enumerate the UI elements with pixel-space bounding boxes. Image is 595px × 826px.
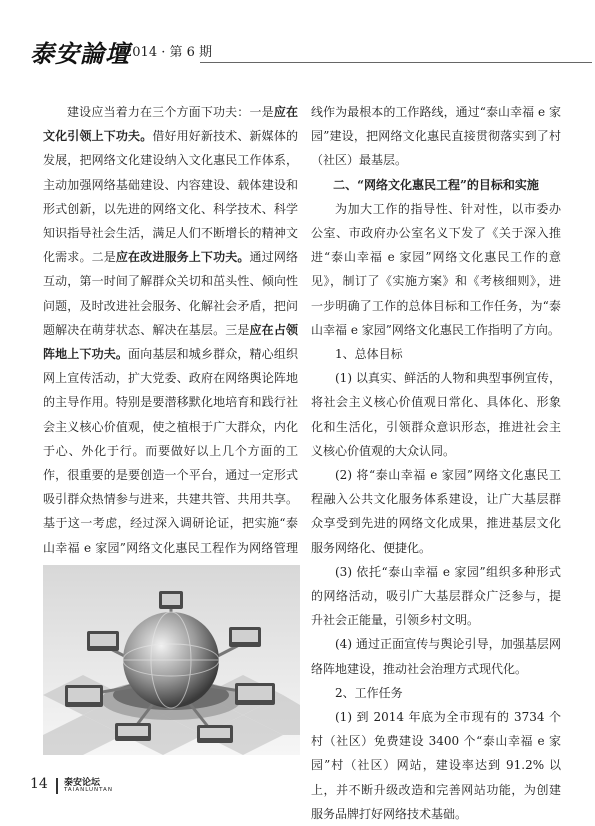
emphasis-run: 应在改进服务上下功夫。 [115, 250, 250, 265]
page-number: 14 [30, 776, 48, 792]
section-heading: 二、“网络文化惠民工程”的目标和实施 [333, 177, 539, 192]
page-footer [30, 776, 570, 800]
left-column [43, 100, 298, 608]
subheading-tasks: 2、工作任务 [335, 685, 403, 700]
emphasis-run: 应在文化引领上下功夫。 [43, 105, 298, 144]
emphasis-run: 应在占领阵地上下功夫。 [43, 322, 298, 362]
subheading-goals: 1、总体目标 [335, 347, 403, 362]
text-run: 建设应当着力在三个方面下功夫：一是 [67, 105, 274, 119]
goal-item-1: (1) 以真实、鲜活的人物和典型事例宣传，将社会主义核心价值观日常化、具体化、形象化和生活化，引领群众意识形态，推进社会主义核心价值观的大众认同。 [311, 371, 561, 458]
goal-item-3: (3) 依托“泰山幸福 e 家园”组织多种形式的网络活动，吸引广大基层群众广泛参与，提升社会正能量，引领乡村文明。 [311, 564, 561, 628]
goal-item-4: (4) 通过正面宣传与舆论引导，加强基层网络阵地建设，推动社会治理方式现代化。 [311, 637, 561, 676]
header-rule [200, 62, 592, 63]
footer-divider [56, 778, 58, 794]
network-globe-illustration [43, 565, 300, 755]
continued-paragraph: 线作为最根本的工作路线，通过“泰山幸福 e 家园”建设，把网络文化惠民直接贯彻落实到了村（社区）最基层。 [311, 105, 561, 168]
left-paragraph [43, 100, 298, 608]
footer-logo-en: TAIANLUNTAN [64, 787, 113, 793]
issue-label: 2014 · 第 6 期 [124, 45, 213, 60]
intro-paragraph: 为加大工作的指导性、针对性，以市委办公室、市政府办公室名义下发了《关于深入推进“泰山幸福 e 家园”网络文化惠民工作的意见》，制订了《实施方案》和《考核细则》，进一步明确了工作的总体目标和工作任务，为“泰山幸福 e 家园”网络文化惠民工作指明了方向。 [311, 201, 561, 337]
text-run: 借好用好新技术、新媒体的发展，把网络文化建设纳入文化惠民工作体系，主动加强网络基础建设、内容建设、载体建设和形式创新，以先进的网络文化、科学技术、科学知识指导社会生活，满足人们不断增长的精神文化需求。二是 [43, 129, 298, 265]
right-column [311, 100, 561, 826]
network-globe-icon [43, 565, 300, 755]
footer-logo: 泰安论坛 [64, 778, 101, 788]
page-header [30, 34, 570, 74]
journal-title: 泰安論壇 [30, 39, 130, 68]
text-run: 面向基层和城乡群众，精心组织网上宣传活动，扩大党委、政府在网络舆论阵地的主导作用。特别是要潜移默化地培育和践行社会主义核心价值观，使之植根于广大群众，内化于心、外化于行。而要做好以上几个方面的工作，很重要的是要创造一个平台，通过一定形式吸引群众热情参与进来，共建共管、共用共享。基于这一考虑，经过深入调研论证，把实施“泰山幸福 e 家园”网络文化惠民工程作为网络管理 [43, 347, 298, 555]
goal-item-2: (2) 将“泰山幸福 e 家园”网络文化惠民工程融入公共文化服务体系建设，让广大基层群众享受到先进的网络文化成果，推进基层文化服务网络化、便捷化。 [311, 468, 561, 555]
text-run: 通过网络互动，第一时间了解群众关切和茁头性、倾向性问题，及时改进社会服务、化解社会矛盾，把问题解决在萌芽状态、解决在基层。三是 [43, 250, 298, 337]
task-item-1: (1) 到 2014 年底为全市现有的 3734 个村（社区）免费建设 3400 个“泰山幸福 e 家园”村（社区）网站，建设率达到 91.2% 以上，并不断升级改造和完善网站功能，为创建服务品牌打好网络技术基础。 [311, 710, 561, 821]
